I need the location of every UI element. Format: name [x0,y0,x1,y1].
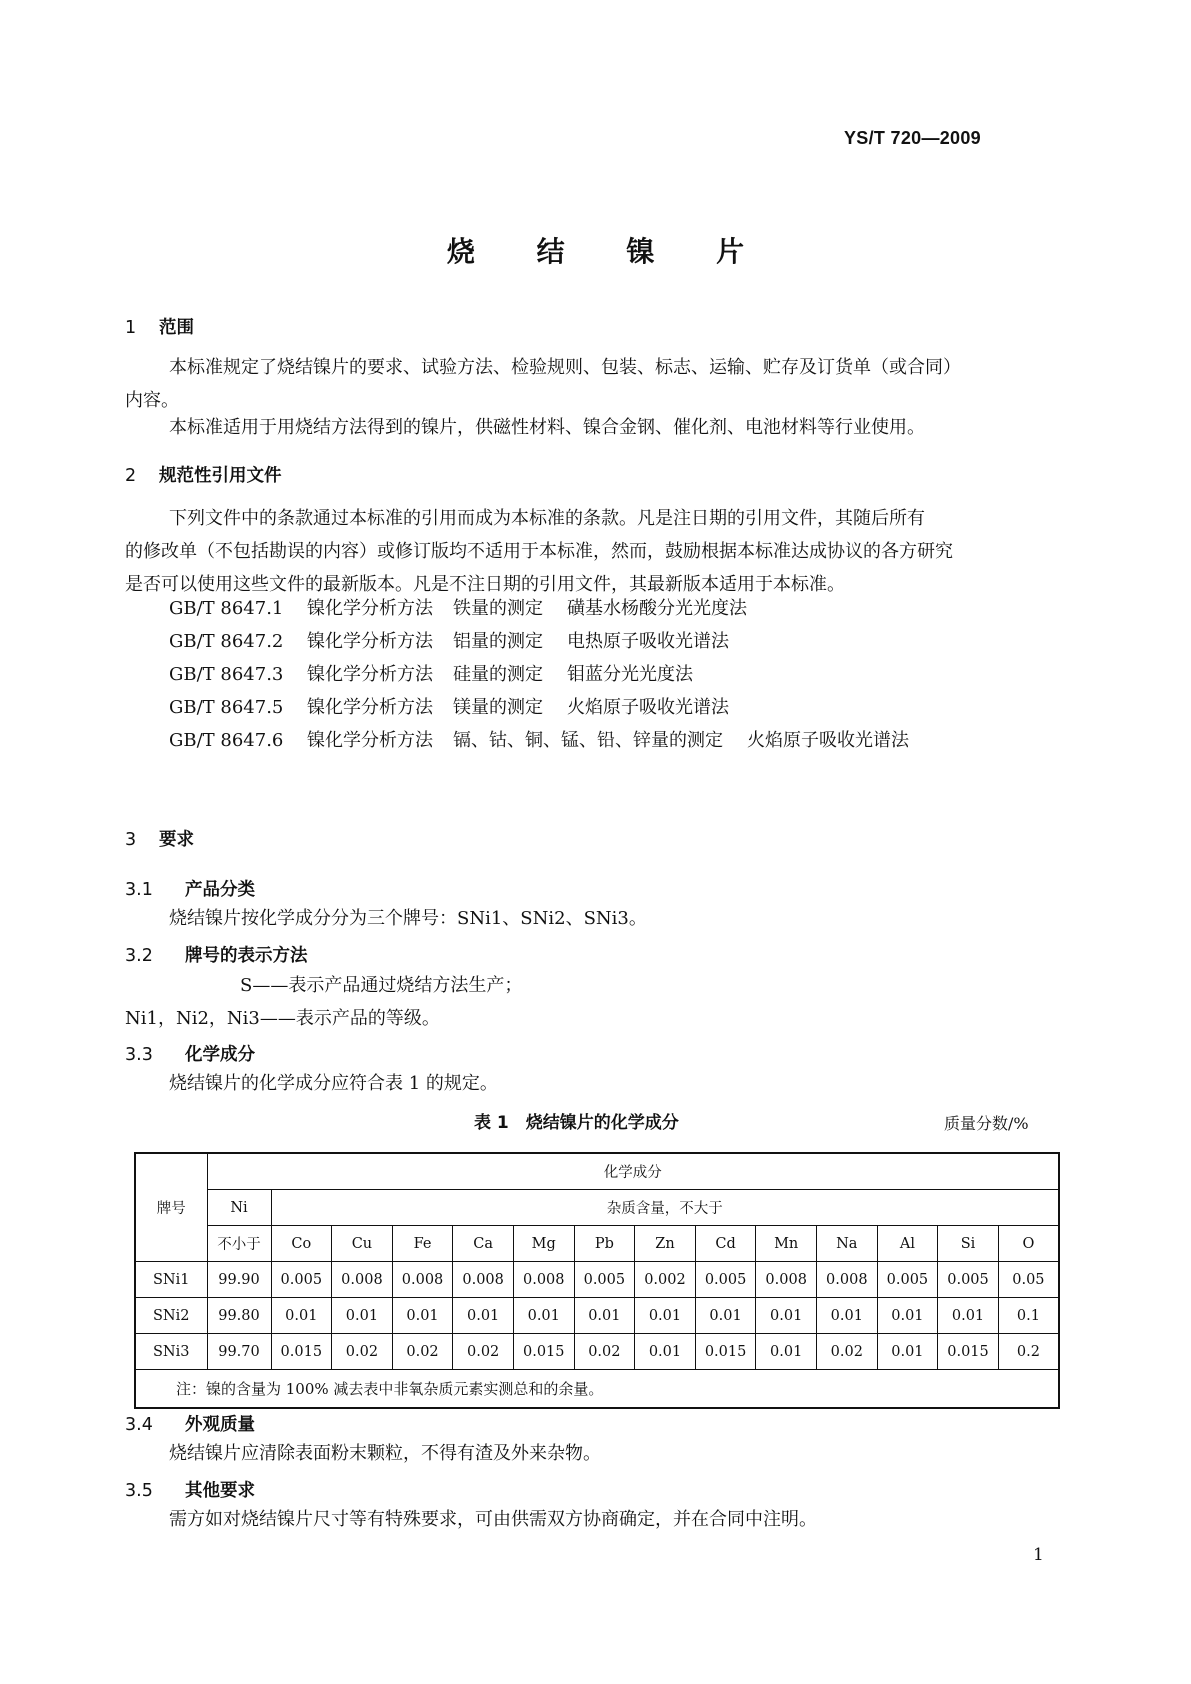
table-caption: 表 1 烧结镍片的化学成分 [474,1113,679,1133]
section-3-1-heading [125,876,255,901]
text-line: 内容。 [125,390,179,411]
reference-item [169,658,909,691]
value-cell: 0.008 [453,1262,514,1298]
value-cell: 0.015 [938,1334,999,1370]
section-number: 1 [125,318,137,338]
ni-min-header: 不小于 [207,1226,271,1262]
page-number: 1 [1033,1545,1044,1565]
reference-item [169,691,909,724]
value-cell: 0.01 [756,1334,817,1370]
value-cell: 0.008 [392,1262,453,1298]
section-number: 2 [125,466,137,486]
ref-code: GB/T 8647.5 [169,697,284,718]
section-2-heading [125,462,282,487]
ref-item: 铁量的测定 [453,598,543,619]
ref-method: 镍化学分析方法 [307,730,433,751]
value-cell: 0.02 [453,1334,514,1370]
document-title: 烧 结 镍 片 [446,235,771,268]
section-title: 其他要求 [185,1481,255,1501]
element-header: Mn [756,1226,817,1262]
ref-method: 镍化学分析方法 [307,598,433,619]
grade-notation-line-2: Ni1，Ni2，Ni3——表示产品的等级。 [125,1008,440,1029]
text-line: 的修改单（不包括勘误的内容）或修订版均不适用于本标准，然而，鼓励根据本标准达成协议的各方研究 [125,541,953,562]
ref-code: GB/T 8647.1 [169,598,284,619]
section-title: 产品分类 [185,880,255,900]
value-cell: 0.005 [877,1262,938,1298]
value-cell: 0.008 [332,1262,393,1298]
table-header-row [135,1226,1059,1262]
chemical-composition-table [134,1152,1060,1409]
value-cell: 0.01 [574,1298,635,1334]
element-header: Al [877,1226,938,1262]
ref-method: 镍化学分析方法 [307,631,433,652]
table-header-row [135,1190,1059,1226]
ref-code: GB/T 8647.6 [169,730,284,751]
section-1-paragraph-1 [125,351,1059,417]
section-title: 外观质量 [185,1415,255,1435]
value-cell: 0.015 [695,1334,756,1370]
value-cell: 0.005 [271,1262,332,1298]
table-header-row [135,1153,1059,1190]
element-header: Mg [513,1226,574,1262]
ni-cell: 99.90 [207,1262,271,1298]
value-cell: 0.2 [998,1334,1059,1370]
text-line: 下列文件中的条款通过本标准的引用而成为本标准的条款。凡是注日期的引用文件，其随后所有 [169,508,925,529]
value-cell: 0.1 [998,1298,1059,1334]
text-line: 是否可以使用这些文件的最新版本。凡是不注日期的引用文件，其最新版本适用于本标准。 [125,574,845,595]
value-cell: 0.008 [756,1262,817,1298]
element-header: Pb [574,1226,635,1262]
ref-technique: 火焰原子吸收光谱法 [567,697,729,718]
grade-cell: SNi1 [135,1262,207,1298]
value-cell: 0.01 [695,1298,756,1334]
value-cell: 0.005 [938,1262,999,1298]
element-header: Cu [332,1226,393,1262]
ref-technique: 火焰原子吸收光谱法 [747,730,909,751]
section-3-heading [125,826,194,851]
value-cell: 0.005 [695,1262,756,1298]
ref-item: 镉、钴、铜、锰、铅、锌量的测定 [453,730,723,751]
element-header: Na [816,1226,877,1262]
section-3-4-paragraph [125,1437,1059,1470]
section-2-paragraph [125,502,1059,601]
grade-cell: SNi3 [135,1334,207,1370]
section-number: 3.3 [125,1045,153,1065]
value-cell: 0.01 [756,1298,817,1334]
section-3-2-heading [125,942,308,967]
value-cell: 0.01 [513,1298,574,1334]
section-3-5-heading [125,1477,255,1502]
value-cell: 0.002 [635,1262,696,1298]
section-title: 化学成分 [185,1045,255,1065]
value-cell: 0.02 [392,1334,453,1370]
reference-list [169,592,909,757]
element-header: Zn [635,1226,696,1262]
section-number: 3.4 [125,1415,153,1435]
value-cell: 0.015 [513,1334,574,1370]
value-cell: 0.01 [877,1334,938,1370]
element-header: Fe [392,1226,453,1262]
value-cell: 0.01 [635,1298,696,1334]
reference-item [169,625,909,658]
value-cell: 0.008 [513,1262,574,1298]
ref-technique: 钼蓝分光光度法 [567,664,693,685]
grade-notation-line-1: S——表示产品通过烧结方法生产； [240,975,523,996]
text-line: 烧结镍片应清除表面粉末颗粒，不得有渣及外来杂物。 [169,1443,601,1464]
value-cell: 0.01 [392,1298,453,1334]
section-3-3-paragraph [125,1067,1059,1100]
value-cell: 0.02 [816,1334,877,1370]
element-header: Ca [453,1226,514,1262]
ni-cell: 99.70 [207,1334,271,1370]
section-title: 牌号的表示方法 [185,946,308,966]
ref-technique: 电热原子吸收光谱法 [567,631,729,652]
table-row [135,1298,1059,1334]
grade-header: 牌号 [135,1153,207,1262]
value-cell: 0.005 [574,1262,635,1298]
table-unit: 质量分数/% [944,1114,1029,1133]
value-cell: 0.01 [271,1298,332,1334]
ref-code: GB/T 8647.2 [169,631,284,652]
section-number: 3.5 [125,1481,153,1501]
ni-cell: 99.80 [207,1298,271,1334]
impurity-header: 杂质含量，不大于 [271,1190,1059,1226]
text-line: 本标准适用于用烧结方法得到的镍片，供磁性材料、镍合金钢、催化剂、电池材料等行业使用。 [169,417,925,438]
ref-method: 镍化学分析方法 [307,664,433,685]
value-cell: 0.01 [635,1334,696,1370]
value-cell: 0.02 [332,1334,393,1370]
section-1-paragraph-2 [125,411,1059,444]
table-note-row [135,1370,1059,1409]
section-3-5-paragraph [125,1503,1059,1536]
table-note: 注：镍的含量为 100% 减去表中非氧杂质元素实测总和的余量。 [135,1370,1059,1409]
value-cell: 0.01 [453,1298,514,1334]
table-row [135,1334,1059,1370]
table-row [135,1262,1059,1298]
value-cell: 0.05 [998,1262,1059,1298]
value-cell: 0.01 [877,1298,938,1334]
ref-technique: 磺基水杨酸分光光度法 [567,598,747,619]
ref-item: 硅量的测定 [453,664,543,685]
value-cell: 0.01 [938,1298,999,1334]
element-header: Si [938,1226,999,1262]
section-3-1-paragraph [125,902,1059,935]
ref-code: GB/T 8647.3 [169,664,284,685]
text-line: 需方如对烧结镍片尺寸等有特殊要求，可由供需双方协商确定，并在合同中注明。 [169,1509,817,1530]
section-3-4-heading [125,1411,255,1436]
ref-method: 镍化学分析方法 [307,697,433,718]
text-line: 烧结镍片的化学成分应符合表 1 的规定。 [169,1073,498,1094]
value-cell: 0.01 [332,1298,393,1334]
reference-item [169,724,909,757]
value-cell: 0.01 [816,1298,877,1334]
text-line: 烧结镍片按化学成分分为三个牌号：SNi1、SNi2、SNi3。 [169,908,647,929]
reference-item [169,592,909,625]
ref-item: 铝量的测定 [453,631,543,652]
element-header: O [998,1226,1059,1262]
element-header: Cd [695,1226,756,1262]
section-number: 3 [125,830,137,850]
grade-cell: SNi2 [135,1298,207,1334]
section-number: 3.2 [125,946,153,966]
section-title: 规范性引用文件 [159,466,282,486]
element-header: Co [271,1226,332,1262]
section-3-3-heading [125,1041,255,1066]
value-cell: 0.008 [816,1262,877,1298]
section-1-heading [125,314,194,339]
section-title: 范围 [159,318,194,338]
ref-item: 镁量的测定 [453,697,543,718]
ni-header: Ni [207,1190,271,1226]
value-cell: 0.015 [271,1334,332,1370]
standard-code: YS/T 720—2009 [844,128,981,148]
text-line: 本标准规定了烧结镍片的要求、试验方法、检验规则、包装、标志、运输、贮存及订货单（或合同） [169,357,961,378]
section-number: 3.1 [125,880,153,900]
value-cell: 0.02 [574,1334,635,1370]
chem-composition-header: 化学成分 [207,1153,1059,1190]
section-title: 要求 [159,830,194,850]
